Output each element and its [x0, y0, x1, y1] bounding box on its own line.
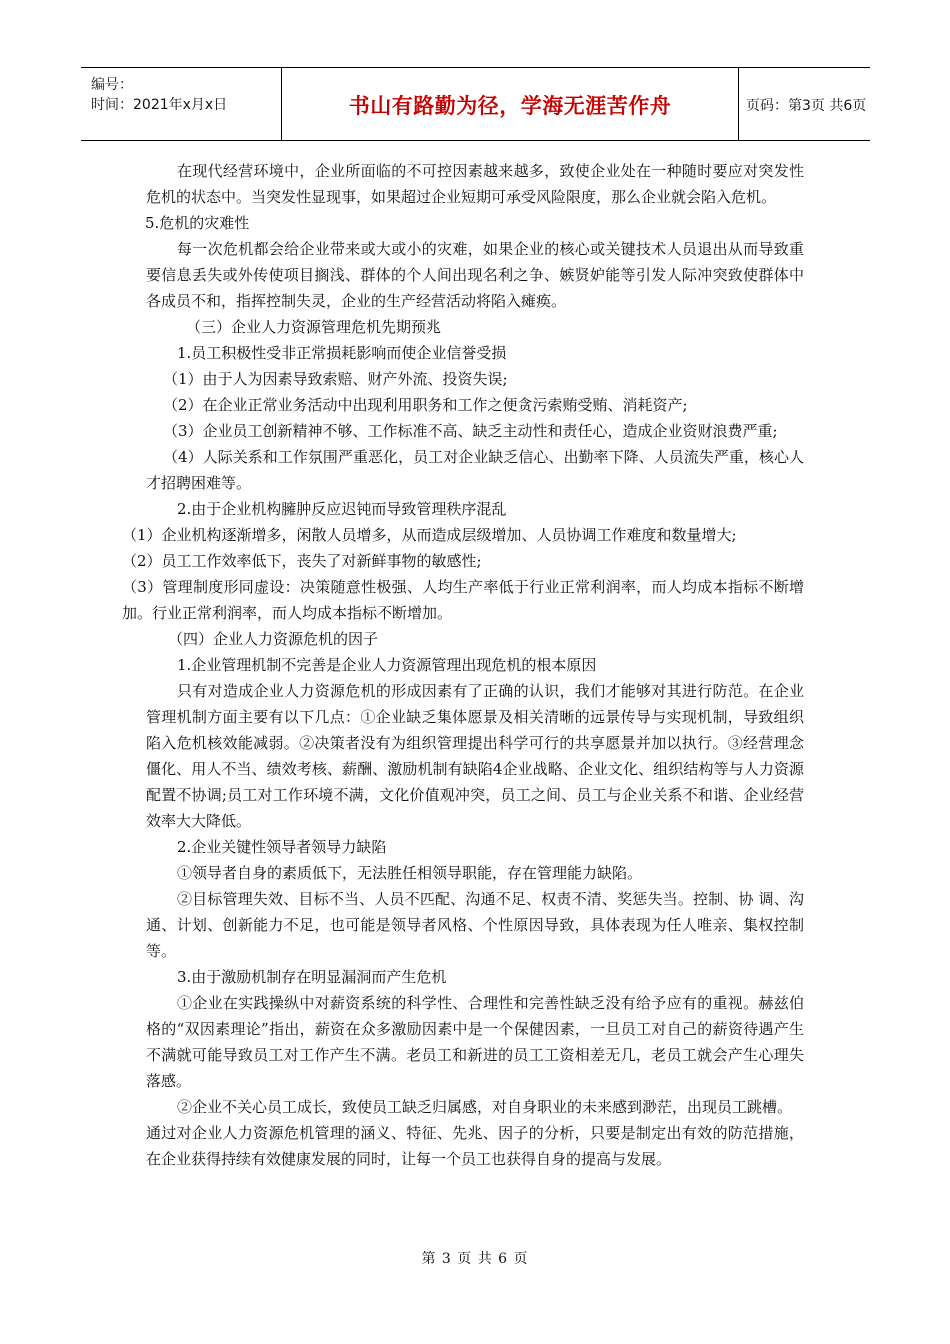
document-body: [122, 158, 804, 1172]
paragraph: ①领导者自身的素质低下，无法胜任相领导职能，存在管理能力缺陷。: [177, 864, 643, 882]
subsection-heading: 2.由于企业机构臃肿反应迟钝而导致管理秩序混乱: [177, 500, 507, 518]
number-label: 编号：: [91, 77, 133, 93]
list-item: （1）由于人为因素导致索赔、财产外流、投资失误;: [163, 370, 508, 388]
section-heading: （四）企业人力资源危机的因子: [168, 630, 379, 648]
list-item: （3）管理制度形同虚设：决策随意性极强、人均生产率低于行业正常利润率，而人均成本指标不断增加。行业正常利润率，而人均成本指标不断增加。: [122, 578, 804, 622]
section-heading: 5.危机的灾难性: [145, 214, 250, 232]
page-info: 页码：第3页 共6页: [746, 98, 867, 114]
subsection-heading: 1.企业管理机制不完善是企业人力资源管理出现危机的根本原因: [177, 656, 597, 674]
page-footer: 第 3 页 共 6 页: [421, 1251, 529, 1267]
motto: 书山有路勤为径，学海无涯苦作舟: [348, 94, 672, 118]
subsection-heading: 3.由于激励机制存在明显漏洞而产生危机: [177, 968, 447, 986]
list-item: （3）企业员工创新精神不够、工作标准不高、缺乏主动性和责任心，造成企业资财浪费严重;: [163, 422, 778, 440]
list-item: （2）在企业正常业务活动中出现利用职务和工作之便贪污索贿受贿、消耗资产;: [163, 396, 688, 414]
header-page-cell: [738, 68, 870, 140]
header-meta-cell: [81, 68, 281, 140]
section-heading: （三）企业人力资源管理危机先期预兆: [186, 318, 442, 336]
paragraph: 每一次危机都会给企业带来或大或小的灾难，如果企业的核心或关键技术人员退出从而导致重要信息丢失或外传使项目搁浅、群体的个人间出现名利之争、嫉贤妒能等引发人际冲突致使群体中各成员不和，指挥控制失灵，企业的生产经营活动将陷入瘫痪。: [146, 240, 804, 310]
list-item: （2）员工工作效率低下，丧失了对新鲜事物的敏感性;: [122, 552, 482, 570]
list-item: （1）企业机构逐渐增多，闲散人员增多，从而造成层级增加、人员协调工作难度和数量增大;: [122, 526, 737, 544]
paragraph: ②企业不关心员工成长，致使员工缺乏归属感，对自身职业的未来感到渺茫，出现员工跳槽。: [177, 1098, 793, 1116]
paragraph: ②目标管理失效、目标不当、人员不匹配、沟通不足、权责不清、奖惩失当。控制、协 调、沟通、计划、创新能力不足，也可能是领导者风格、个性原因导致，具体表现为任人唯亲、集权控制等。: [146, 890, 804, 960]
list-item: （4）人际关系和工作氛围严重恶化，员工对企业缺乏信心、出勤率下降、人员流失严重，核心人才招聘困难等。: [146, 448, 804, 492]
paragraph: 只有对造成企业人力资源危机的形成因素有了正确的认识，我们才能够对其进行防范。在企业管理机制方面主要有以下几点：①企业缺乏集体愿景及相关清晰的远景传导与实现机制，导致组织陷入危机核效能减弱。②决策者没有为组织管理提出科学可行的共享愿景并加以执行。③经营理念僵化、用人不当、绩效考核、薪酬、激励机制有缺陷4企业战略、企业文化、组织结构等与人力资源配置不协调;员工对工作环境不满，文化价值观冲突，员工之间、员工与企业关系不和谐、企业经营效率大大降低。: [146, 682, 804, 830]
header-motto-cell: [281, 68, 739, 140]
paragraph: 通过对企业人力资源危机管理的涵义、特征、先兆、因子的分析，只要是制定出有效的防范措施，在企业获得持续有效健康发展的同时，让每一个员工也获得自身的提高与发展。: [146, 1124, 804, 1168]
subsection-heading: 1.员工积极性受非正常损耗影响而使企业信誉受损: [177, 344, 507, 362]
page-header: [81, 67, 870, 141]
date-label: 时间：2021年x月x日: [91, 97, 228, 113]
paragraph: ①企业在实践操纵中对薪资系统的科学性、合理性和完善性缺乏没有给予应有的重视。赫兹伯格的“双因素理论”指出，薪资在众多激励因素中是一个保健因素，一旦员工对自己的薪资待遇产生不满就可能导致员工对工作产生不满。老员工和新进的员工工资相差无几，老员工就会产生心理失落感。: [146, 994, 804, 1090]
subsection-heading: 2.企业关键性领导者领导力缺陷: [177, 838, 387, 856]
paragraph: 在现代经营环境中，企业所面临的不可控因素越来越多，致使企业处在一种随时要应对突发性危机的状态中。当突发性显现事，如果超过企业短期可承受风险限度，那么企业就会陷入危机。: [146, 162, 804, 206]
